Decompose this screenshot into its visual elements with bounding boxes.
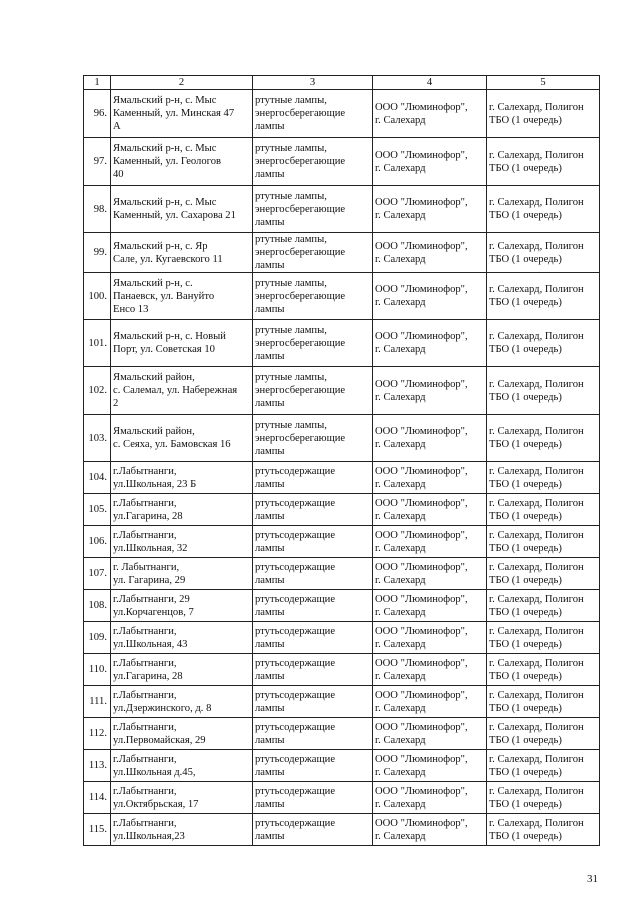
page-number: 31 — [587, 873, 598, 885]
address-cell: г.Лабытнанги, ул.Первомайская, 29 — [111, 718, 253, 750]
destination-cell: г. Салехард, Полигон ТБО (1 очередь) — [487, 138, 600, 186]
destination-cell: г. Салехард, Полигон ТБО (1 очередь) — [487, 558, 600, 590]
address-cell: Ямальский р-н, с. Мыс Каменный, ул. Геологов 40 — [111, 138, 253, 186]
destination-cell: г. Салехард, Полигон ТБО (1 очередь) — [487, 590, 600, 622]
row-number: 110. — [84, 654, 111, 686]
destination-cell: г. Салехард, Полигон ТБО (1 очередь) — [487, 90, 600, 138]
destination-cell: г. Салехард, Полигон ТБО (1 очередь) — [487, 718, 600, 750]
row-number: 102. — [84, 367, 111, 415]
table-row — [84, 367, 600, 415]
header-row — [84, 76, 600, 90]
waste-type-cell: ртутьсодержащие лампы — [253, 814, 373, 846]
row-number: 96. — [84, 90, 111, 138]
table-row — [84, 233, 600, 273]
address-cell: Ямальский р-н, с. Мыс Каменный, ул. Сахарова 21 — [111, 186, 253, 233]
table-row — [84, 138, 600, 186]
organization-cell: ООО "Люминофор", г. Салехард — [373, 590, 487, 622]
address-cell: Ямальский район, с. Сеяха, ул. Бамовская 16 — [111, 415, 253, 462]
table-body — [84, 76, 600, 846]
row-number: 114. — [84, 782, 111, 814]
waste-type-cell: ртутьсодержащие лампы — [253, 622, 373, 654]
waste-type-cell: ртутьсодержащие лампы — [253, 590, 373, 622]
address-cell: г. Лабытнанги, ул. Гагарина, 29 — [111, 558, 253, 590]
destination-cell: г. Салехард, Полигон ТБО (1 очередь) — [487, 750, 600, 782]
address-cell: г.Лабытнанги, ул.Октябрьская, 17 — [111, 782, 253, 814]
organization-cell: ООО "Люминофор", г. Салехард — [373, 415, 487, 462]
address-cell: Ямальский район, с. Салемал, ул. Набережная 2 — [111, 367, 253, 415]
header-cell: 2 — [111, 76, 253, 90]
table-row — [84, 718, 600, 750]
row-number: 109. — [84, 622, 111, 654]
table-row — [84, 814, 600, 846]
organization-cell: ООО "Люминофор", г. Салехард — [373, 462, 487, 494]
row-number: 101. — [84, 320, 111, 367]
table-row — [84, 273, 600, 320]
waste-type-cell: ртутьсодержащие лампы — [253, 654, 373, 686]
row-number: 98. — [84, 186, 111, 233]
organization-cell: ООО "Люминофор", г. Салехард — [373, 494, 487, 526]
waste-type-cell: ртутьсодержащие лампы — [253, 494, 373, 526]
waste-type-cell: ртутьсодержащие лампы — [253, 526, 373, 558]
row-number: 105. — [84, 494, 111, 526]
waste-table — [83, 75, 600, 846]
table-row — [84, 186, 600, 233]
table-row — [84, 590, 600, 622]
waste-type-cell: ртутные лампы, энергосберегающие лампы — [253, 273, 373, 320]
table-row — [84, 526, 600, 558]
address-cell: Ямальский р-н, с. Панаевск, ул. Вануйто Енсо 13 — [111, 273, 253, 320]
address-cell: Ямальский р-н, с. Мыс Каменный, ул. Минская 47 А — [111, 90, 253, 138]
destination-cell: г. Салехард, Полигон ТБО (1 очередь) — [487, 233, 600, 273]
organization-cell: ООО "Люминофор", г. Салехард — [373, 558, 487, 590]
table-row — [84, 654, 600, 686]
destination-cell: г. Салехард, Полигон ТБО (1 очередь) — [487, 814, 600, 846]
waste-type-cell: ртутные лампы, энергосберегающие лампы — [253, 138, 373, 186]
address-cell: г.Лабытнанги, ул.Гагарина, 28 — [111, 494, 253, 526]
row-number: 107. — [84, 558, 111, 590]
address-cell: г.Лабытнанги, ул.Гагарина, 28 — [111, 654, 253, 686]
waste-type-cell: ртутьсодержащие лампы — [253, 462, 373, 494]
table-row — [84, 622, 600, 654]
organization-cell: ООО "Люминофор", г. Салехард — [373, 622, 487, 654]
destination-cell: г. Салехард, Полигон ТБО (1 очередь) — [487, 462, 600, 494]
destination-cell: г. Салехард, Полигон ТБО (1 очередь) — [487, 273, 600, 320]
organization-cell: ООО "Люминофор", г. Салехард — [373, 138, 487, 186]
organization-cell: ООО "Люминофор", г. Салехард — [373, 526, 487, 558]
table-row — [84, 494, 600, 526]
row-number: 113. — [84, 750, 111, 782]
row-number: 115. — [84, 814, 111, 846]
destination-cell: г. Салехард, Полигон ТБО (1 очередь) — [487, 320, 600, 367]
header-cell: 3 — [253, 76, 373, 90]
destination-cell: г. Салехард, Полигон ТБО (1 очередь) — [487, 526, 600, 558]
address-cell: г.Лабытнанги, ул.Дзержинского, д. 8 — [111, 686, 253, 718]
row-number: 108. — [84, 590, 111, 622]
waste-type-cell: ртутные лампы, энергосберегающие лампы — [253, 320, 373, 367]
organization-cell: ООО "Люминофор", г. Салехард — [373, 686, 487, 718]
table-row — [84, 415, 600, 462]
address-cell: г.Лабытнанги, ул.Школьная д.45, — [111, 750, 253, 782]
address-cell: г.Лабытнанги, ул.Школьная, 23 Б — [111, 462, 253, 494]
waste-type-cell: ртутные лампы, энергосберегающие лампы — [253, 90, 373, 138]
table-row — [84, 686, 600, 718]
organization-cell: ООО "Люминофор", г. Салехард — [373, 782, 487, 814]
waste-type-cell: ртутные лампы, энергосберегающие лампы — [253, 415, 373, 462]
organization-cell: ООО "Люминофор", г. Салехард — [373, 750, 487, 782]
destination-cell: г. Салехард, Полигон ТБО (1 очередь) — [487, 622, 600, 654]
row-number: 100. — [84, 273, 111, 320]
organization-cell: ООО "Люминофор", г. Салехард — [373, 273, 487, 320]
row-number: 111. — [84, 686, 111, 718]
header-cell: 1 — [84, 76, 111, 90]
address-cell: г.Лабытнанги, ул.Школьная,23 — [111, 814, 253, 846]
row-number: 97. — [84, 138, 111, 186]
destination-cell: г. Салехард, Полигон ТБО (1 очередь) — [487, 686, 600, 718]
organization-cell: ООО "Люминофор", г. Салехард — [373, 90, 487, 138]
row-number: 104. — [84, 462, 111, 494]
address-cell: Ямальский р-н, с. Новый Порт, ул. Советская 10 — [111, 320, 253, 367]
destination-cell: г. Салехард, Полигон ТБО (1 очередь) — [487, 367, 600, 415]
waste-type-cell: ртутьсодержащие лампы — [253, 686, 373, 718]
waste-type-cell: ртутьсодержащие лампы — [253, 558, 373, 590]
table-row — [84, 320, 600, 367]
waste-type-cell: ртутьсодержащие лампы — [253, 782, 373, 814]
address-cell: г.Лабытнанги, ул.Школьная, 43 — [111, 622, 253, 654]
organization-cell: ООО "Люминофор", г. Салехард — [373, 814, 487, 846]
destination-cell: г. Салехард, Полигон ТБО (1 очередь) — [487, 782, 600, 814]
row-number: 103. — [84, 415, 111, 462]
organization-cell: ООО "Люминофор", г. Салехард — [373, 367, 487, 415]
organization-cell: ООО "Люминофор", г. Салехард — [373, 320, 487, 367]
table-row — [84, 462, 600, 494]
address-cell: Ямальский р-н, с. Яр Сале, ул. Кугаевского 11 — [111, 233, 253, 273]
row-number: 99. — [84, 233, 111, 273]
destination-cell: г. Салехард, Полигон ТБО (1 очередь) — [487, 494, 600, 526]
header-cell: 5 — [487, 76, 600, 90]
waste-type-cell: ртутные лампы, энергосберегающие лампы — [253, 367, 373, 415]
organization-cell: ООО "Люминофор", г. Салехард — [373, 233, 487, 273]
row-number: 106. — [84, 526, 111, 558]
destination-cell: г. Салехард, Полигон ТБО (1 очередь) — [487, 415, 600, 462]
waste-type-cell: ртутьсодержащие лампы — [253, 750, 373, 782]
table-row — [84, 782, 600, 814]
waste-type-cell: ртутные лампы, энергосберегающие лампы — [253, 233, 373, 273]
destination-cell: г. Салехард, Полигон ТБО (1 очередь) — [487, 654, 600, 686]
waste-type-cell: ртутьсодержащие лампы — [253, 718, 373, 750]
organization-cell: ООО "Люминофор", г. Салехард — [373, 654, 487, 686]
destination-cell: г. Салехард, Полигон ТБО (1 очередь) — [487, 186, 600, 233]
header-cell: 4 — [373, 76, 487, 90]
organization-cell: ООО "Люминофор", г. Салехард — [373, 186, 487, 233]
table-row — [84, 750, 600, 782]
address-cell: г.Лабытнанги, ул.Школьная, 32 — [111, 526, 253, 558]
table-row — [84, 558, 600, 590]
organization-cell: ООО "Люминофор", г. Салехард — [373, 718, 487, 750]
row-number: 112. — [84, 718, 111, 750]
waste-type-cell: ртутные лампы, энергосберегающие лампы — [253, 186, 373, 233]
address-cell: г.Лабытнанги, 29 ул.Корчагенцов, 7 — [111, 590, 253, 622]
table-row — [84, 90, 600, 138]
